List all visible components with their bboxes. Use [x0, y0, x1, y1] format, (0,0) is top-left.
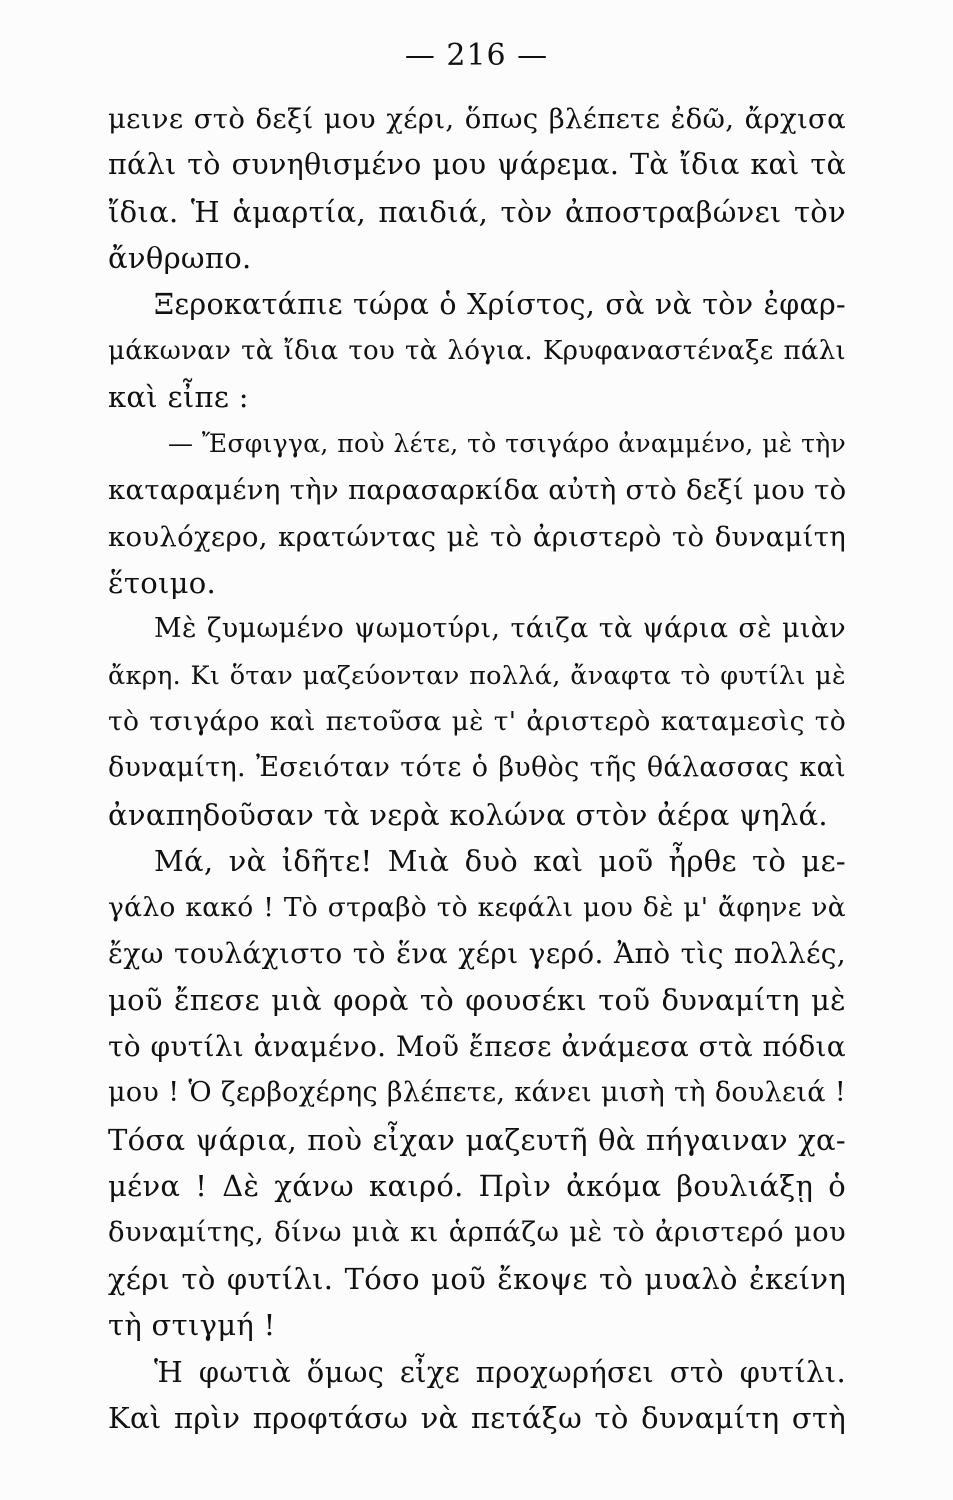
text-line: ἔχω τουλάχιστο τὸ ἕνα χέρι γερό. Ἀπὸ τὶς πολλές, — [108, 937, 846, 971]
body-text — [108, 96, 846, 1441]
text-line: τὴ στιγμή ! — [108, 1308, 276, 1343]
text-line: γάλο κακό ! Τὸ στραβὸ τὸ κεφάλι μου δὲ μ' ἄφηνε νὰ — [108, 891, 846, 923]
text-line: πάλι τὸ συνηθισμένο μου ψάρεμα. Τὰ ἴδια καὶ τὰ — [108, 148, 846, 182]
text-line: Ἡ φωτιὰ ὅμως εἶχε προχωρήσει στὸ φυτίλι. — [154, 1354, 846, 1389]
text-line: ἕτοιμο. — [108, 565, 217, 600]
text-line: Μά, νὰ ἰδῆτε! Μιὰ δυὸ καὶ μοῦ ἦρθε τὸ με- — [154, 844, 846, 879]
text-line: Τόσα ψάρια, ποὺ εἶχαν μαζευτῆ θὰ πήγαιναν χα- — [108, 1122, 846, 1157]
text-line: δυναμίτης, δίνω μιὰ κι ἁρπάζω μὲ τὸ ἀριστερό μου — [108, 1216, 846, 1249]
page-number: — 216 — — [404, 38, 549, 73]
text-line: κουλόχερο, κρατώντας μὲ τὸ ἀριστερὸ τὸ δυναμίτη — [108, 520, 846, 553]
text-line: καὶ εἶπε : — [108, 380, 249, 415]
text-line: ἄκρη. Κι ὅταν μαζεύονταν πολλά, ἄναφτα τὸ φυτίλι μὲ — [108, 660, 846, 691]
text-line: μοῦ ἔπεσε μιὰ φορὰ τὸ φουσέκι τοῦ δυναμίτη μὲ — [108, 983, 846, 1018]
text-line: Ξεροκατάπιε τώρα ὁ Χρίστος, σὰ νὰ τὸν ἐφαρ- — [154, 287, 846, 321]
text-line: μου ! Ὁ ζερβοχέρης βλέπετε, κάνει μισὴ τὴ δουλειά ! — [108, 1077, 846, 1109]
text-line: ἄνθρωπο. — [108, 241, 252, 276]
text-line: — Ἔσφιγγα, ποὺ λέτε, τὸ τσιγάρο ἀναμμένο, μὲ τὴν — [168, 428, 846, 458]
text-line: ἴδια. Ἡ ἁμαρτία, παιδιά, τὸν ἀποστραβώνει τὸν — [108, 194, 846, 229]
text-line: Καὶ πρὶν προφτάσω νὰ πετάξω τὸ δυναμίτη στὴ — [108, 1400, 846, 1435]
text-line: μάκωναν τὰ ἴδια του τὰ λόγια. Κρυφαναστέναξε πάλι — [108, 335, 846, 366]
text-line: μένα ! Δὲ χάνω καιρό. Πρὶν ἀκόμα βουλιάξῃ ὁ — [108, 1168, 846, 1203]
text-line: τὸ φυτίλι ἀναμένο. Μοῦ ἔπεσε ἀνάμεσα στὰ πόδια — [108, 1029, 846, 1063]
text-line: χέρι τὸ φυτίλι. Τόσο μοῦ ἔκοψε τὸ μυαλὸ ἐκείνη — [108, 1261, 846, 1296]
text-line: δυναμίτη. Ἐσειόταν τότε ὁ βυθὸς τῆς θάλασσας καὶ — [108, 752, 846, 784]
text-line: Μὲ ζυμωμένο ψωμοτύρι, τάιζα τὰ ψάρια σὲ μιὰν — [154, 613, 846, 645]
text-line: τὸ τσιγάρο καὶ πετοῦσα μὲ τ' ἀριστερὸ καταμεσὶς τὸ — [108, 706, 846, 738]
text-line: καταραμένη τὴν παρασαρκίδα αὐτὴ στὸ δεξί μου τὸ — [108, 474, 847, 507]
text-line: ἀναπηδοῦσαν τὰ νερὰ κολώνα στὸν ἀέρα ψηλά. — [108, 797, 828, 832]
text-line: μεινε στὸ δεξί μου χέρι, ὅπως βλέπετε ἐδῶ, ἄρχισα — [108, 103, 846, 135]
